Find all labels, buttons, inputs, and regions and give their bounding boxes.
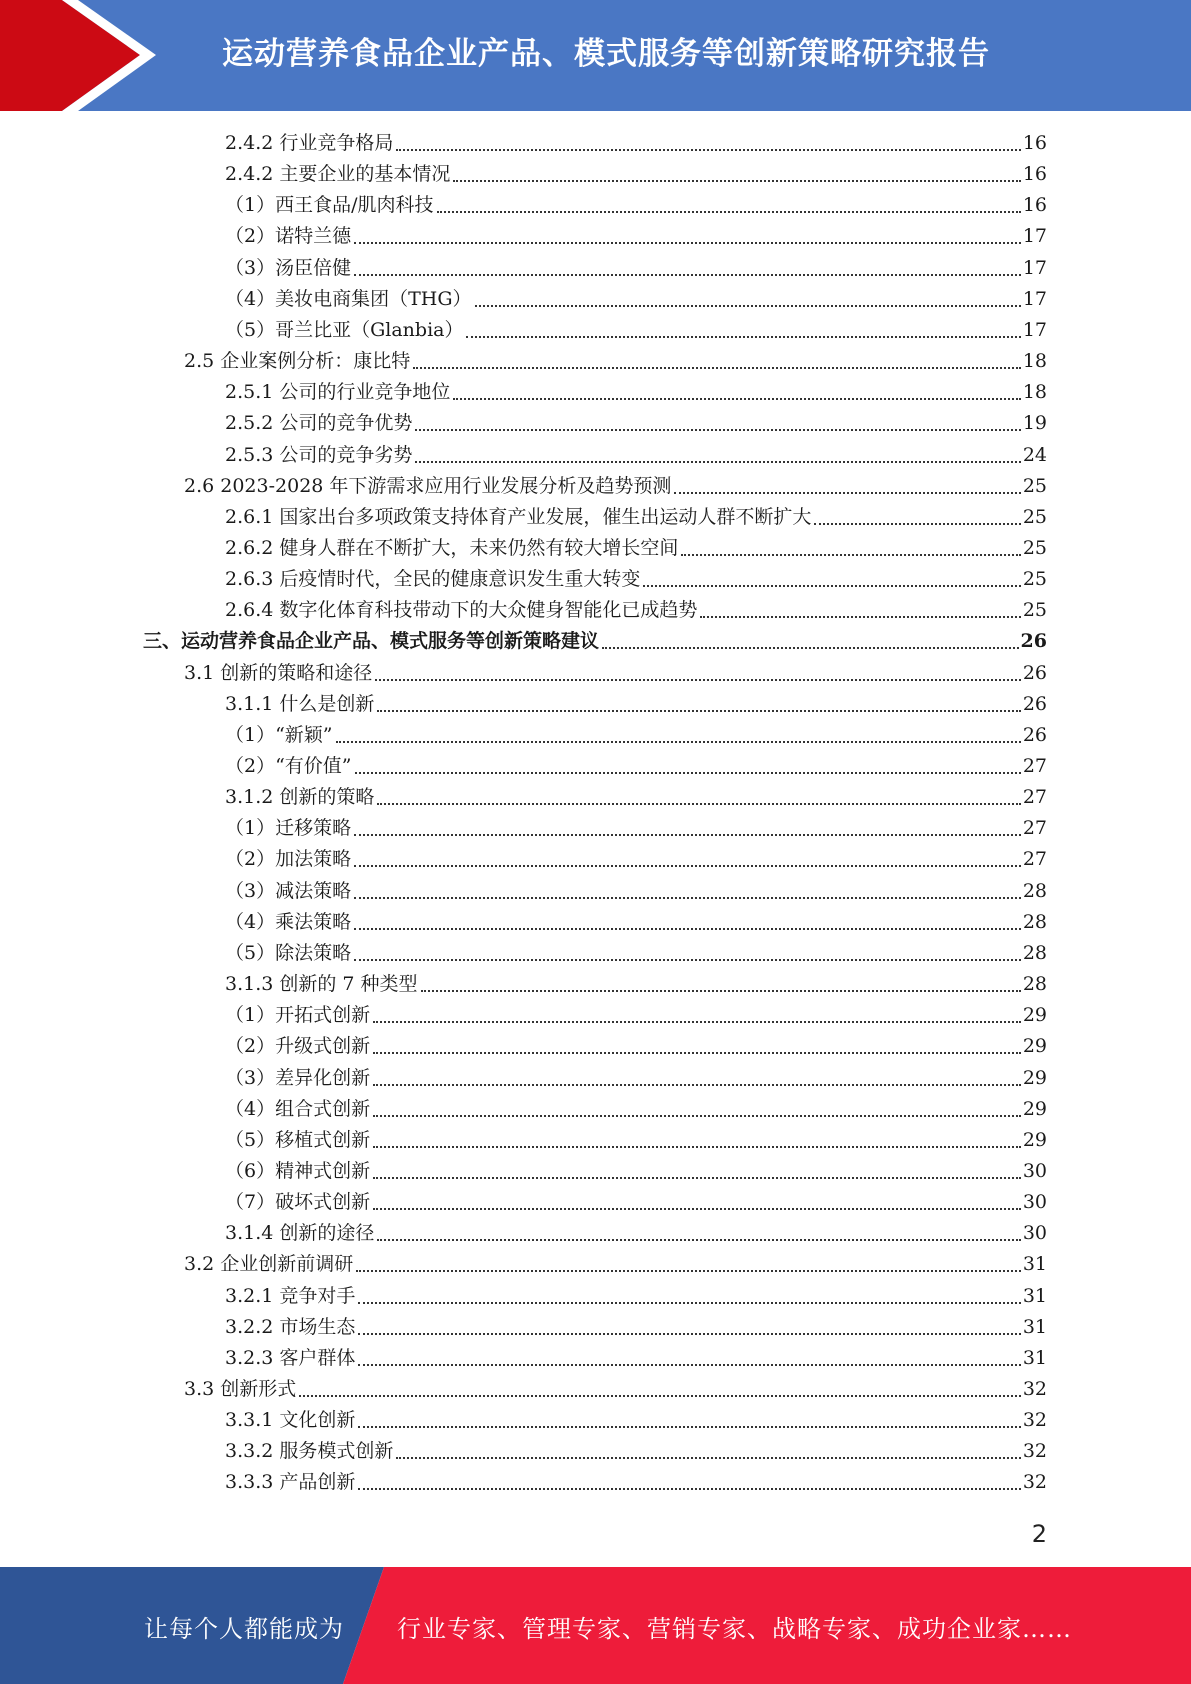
- toc-entry-title: （1）开拓式创新: [225, 1004, 371, 1027]
- toc-entry-title: 3.2.2 市场生态: [225, 1315, 356, 1338]
- toc-entry-title: （3）汤臣倍健: [225, 256, 352, 279]
- toc-leader-dots: [354, 897, 1021, 899]
- toc-entry[interactable]: [225, 408, 1047, 439]
- toc-entry-title: （1）“新颖”: [225, 723, 333, 746]
- toc-entry[interactable]: [225, 533, 1047, 564]
- toc-entry-title: （4）美妆电商集团（THG）: [225, 287, 472, 310]
- toc-leader-dots: [413, 367, 1021, 369]
- header-title: 运动营养食品企业产品、模式服务等创新策略研究报告: [222, 36, 990, 72]
- toc-entry-title: （5）移植式创新: [225, 1128, 371, 1151]
- toc-entry[interactable]: [225, 751, 1047, 782]
- toc-entry-title: 2.6.1 国家出台多项政策支持体育产业发展，催生出运动人群不断扩大: [225, 505, 812, 528]
- toc-leader-dots: [354, 834, 1021, 836]
- toc-entry-title: 2.6.2 健身人群在不断扩大，未来仍然有较大增长空间: [225, 536, 679, 559]
- toc-leader-dots: [373, 1177, 1021, 1179]
- toc-leader-dots: [421, 990, 1021, 992]
- toc-entry-title: 2.5.3 公司的竞争劣势: [225, 443, 413, 466]
- toc-leader-dots: [377, 803, 1020, 805]
- toc-entry-title: （2）加法策略: [225, 848, 352, 871]
- toc-leader-dots: [358, 1364, 1020, 1366]
- toc-leader-dots: [373, 1208, 1021, 1210]
- toc-leader-dots: [373, 1052, 1021, 1054]
- toc-entry-page: 19: [1022, 412, 1047, 435]
- toc-entry[interactable]: [225, 1125, 1047, 1156]
- toc-entry-page: 26: [1020, 630, 1047, 653]
- toc-entry-page: 16: [1022, 163, 1047, 186]
- toc-entry-page: 17: [1022, 225, 1047, 248]
- toc-entry-title: 3.3 创新形式: [184, 1378, 297, 1400]
- toc-leader-dots: [674, 492, 1020, 494]
- toc-entry-page: 24: [1022, 443, 1047, 466]
- toc-entry[interactable]: [225, 128, 1047, 159]
- page-footer: [0, 1567, 1191, 1684]
- toc-entry[interactable]: [225, 1063, 1047, 1094]
- toc-entry-page: 25: [1022, 599, 1047, 622]
- toc-entry-title: （2）升级式创新: [225, 1035, 371, 1058]
- toc-entry[interactable]: [225, 907, 1047, 938]
- toc-entry-title: （2）“有价值”: [225, 755, 352, 777]
- toc-entry[interactable]: [184, 1374, 1047, 1405]
- toc-entry[interactable]: [225, 1281, 1047, 1312]
- toc-entry[interactable]: [225, 1156, 1047, 1187]
- toc-entry[interactable]: [225, 440, 1047, 471]
- toc-entry-title: （1）迁移策略: [225, 817, 352, 840]
- toc-entry[interactable]: [225, 1343, 1047, 1374]
- toc-entry[interactable]: [225, 564, 1047, 595]
- toc-leader-dots: [336, 741, 1021, 743]
- toc-entry-page: 26: [1022, 661, 1047, 684]
- toc-entry-page: 29: [1022, 1128, 1047, 1151]
- toc-entry-title: （2）诺特兰德: [225, 225, 352, 248]
- toc-leader-dots: [375, 679, 1021, 681]
- toc-entry-title: （4）组合式创新: [225, 1097, 371, 1120]
- toc-entry-title: （1）西王食品/肌肉科技: [225, 194, 434, 217]
- toc-entry-title: 3.2 企业创新前调研: [184, 1253, 354, 1276]
- toc-leader-dots: [396, 149, 1020, 151]
- toc-entry-title: 2.6 2023-2028 年下游需求应用行业发展分析及趋势预测: [184, 474, 672, 497]
- toc-leader-dots: [354, 959, 1021, 961]
- toc-entry-title: 三、运动营养食品企业产品、模式服务等创新策略建议: [143, 630, 600, 653]
- toc-entry-title: 3.1 创新的策略和途径: [184, 661, 373, 684]
- toc-entry-title: 3.2.1 竞争对手: [225, 1284, 356, 1307]
- toc-entry-page: 16: [1022, 194, 1047, 217]
- toc-leader-dots: [643, 585, 1020, 587]
- toc-entry[interactable]: [225, 315, 1047, 346]
- toc-entry-page: 26: [1022, 723, 1047, 746]
- toc-entry[interactable]: [184, 1249, 1047, 1280]
- toc-entry[interactable]: [225, 689, 1047, 720]
- toc-entry-title: 3.2.3 客户群体: [225, 1346, 356, 1369]
- toc-entry-page: 25: [1022, 568, 1047, 591]
- toc-entry-page: 31: [1022, 1253, 1047, 1276]
- toc-leader-dots: [358, 1333, 1020, 1335]
- toc-entry[interactable]: [225, 969, 1047, 1000]
- toc-entry-title: 2.6.3 后疫情时代，全民的健康意识发生重大转变: [225, 568, 641, 591]
- toc-entry[interactable]: [225, 782, 1047, 813]
- toc-entry-page: 28: [1022, 910, 1047, 933]
- toc-entry[interactable]: [225, 1094, 1047, 1125]
- toc-entry-title: 3.3.2 服务模式创新: [225, 1440, 394, 1463]
- toc-entry-title: （5）哥兰比亚（Glanbia）: [225, 318, 464, 341]
- toc-entry-title: 2.6.4 数字化体育科技带动下的大众健身智能化已成趋势: [225, 599, 698, 622]
- toc-leader-dots: [377, 710, 1020, 712]
- toc-entry-title: 3.3.1 文化创新: [225, 1409, 356, 1432]
- footer-slogan-right: 行业专家、管理专家、营销专家、战略专家、成功企业家……: [397, 1615, 1072, 1643]
- toc-leader-dots: [377, 1239, 1020, 1241]
- toc-leader-dots: [396, 1457, 1020, 1459]
- toc-leader-dots: [681, 554, 1020, 556]
- toc-entry-page: 27: [1022, 848, 1047, 871]
- toc-leader-dots: [453, 180, 1020, 182]
- toc-entry[interactable]: [225, 1031, 1047, 1062]
- toc-entry[interactable]: [225, 159, 1047, 190]
- toc-leader-dots: [700, 616, 1020, 618]
- toc-entry-page: 18: [1022, 350, 1047, 373]
- toc-leader-dots: [373, 1146, 1021, 1148]
- toc-entry-page: 29: [1022, 1097, 1047, 1120]
- toc-entry-title: （3）减法策略: [225, 879, 352, 902]
- toc-leader-dots: [373, 1084, 1021, 1086]
- footer-slogan-left: 让每个人都能成为: [144, 1615, 344, 1643]
- toc-entry[interactable]: [225, 813, 1047, 844]
- toc-leader-dots: [602, 647, 1019, 649]
- toc-entry-title: （6）精神式创新: [225, 1159, 371, 1182]
- page-header: [0, 0, 1191, 111]
- toc-entry-title: 3.3.3 产品创新: [225, 1471, 356, 1494]
- toc-leader-dots: [814, 523, 1020, 525]
- toc-entry[interactable]: [225, 221, 1047, 252]
- toc-entry-title: （3）差异化创新: [225, 1066, 371, 1089]
- toc-entry-title: 2.5 企业案例分析：康比特: [184, 350, 411, 373]
- toc-entry[interactable]: [225, 284, 1047, 315]
- toc-leader-dots: [356, 1270, 1021, 1272]
- toc-entry-page: 31: [1022, 1346, 1047, 1369]
- toc-leader-dots: [373, 1021, 1021, 1023]
- toc-leader-dots: [358, 1426, 1020, 1428]
- toc-entry-page: 27: [1022, 786, 1047, 809]
- toc-entry-page: 17: [1022, 318, 1047, 341]
- toc-entry[interactable]: [225, 876, 1047, 907]
- toc-entry-page: 26: [1022, 692, 1047, 715]
- toc-entry-page: 30: [1022, 1191, 1047, 1214]
- toc-entry[interactable]: [225, 1467, 1047, 1498]
- toc-entry[interactable]: [225, 1405, 1047, 1436]
- toc-entry-title: 2.4.2 主要企业的基本情况: [225, 163, 451, 186]
- toc-entry-page: 29: [1022, 1004, 1047, 1027]
- toc-entry-page: 30: [1022, 1222, 1047, 1245]
- toc-entry[interactable]: [184, 658, 1047, 689]
- toc-entry-page: 17: [1022, 256, 1047, 279]
- toc-entry-title: （5）除法策略: [225, 941, 352, 964]
- toc-entry-page: 32: [1022, 1440, 1047, 1463]
- toc-entry-page: 17: [1022, 287, 1047, 310]
- toc-entry[interactable]: [184, 471, 1047, 502]
- toc-entry[interactable]: [225, 1000, 1047, 1031]
- toc-entry-page: 32: [1022, 1471, 1047, 1494]
- toc-entry-page: 27: [1022, 755, 1047, 777]
- toc-leader-dots: [358, 1302, 1020, 1304]
- toc-leader-dots: [466, 336, 1020, 338]
- toc-leader-dots: [355, 772, 1021, 774]
- toc-entry[interactable]: [225, 377, 1047, 408]
- toc-entry-page: 30: [1022, 1159, 1047, 1182]
- toc-leader-dots: [437, 211, 1021, 213]
- toc-entry-page: 25: [1022, 505, 1047, 528]
- toc-entry-page: 25: [1022, 536, 1047, 559]
- toc-entry-title: 3.1.2 创新的策略: [225, 786, 375, 809]
- toc-entry[interactable]: [225, 595, 1047, 626]
- toc-entry-title: 3.1.1 什么是创新: [225, 692, 375, 715]
- toc-entry[interactable]: [225, 1436, 1047, 1467]
- toc-entry-page: 27: [1022, 817, 1047, 840]
- toc-entry[interactable]: [225, 1312, 1047, 1343]
- toc-leader-dots: [415, 461, 1020, 463]
- toc-entry-page: 28: [1022, 941, 1047, 964]
- toc-entry[interactable]: [143, 626, 1047, 657]
- toc-entry-title: 2.5.2 公司的竞争优势: [225, 412, 413, 435]
- toc-leader-dots: [358, 1488, 1020, 1490]
- toc-entry-page: 32: [1022, 1378, 1047, 1400]
- toc-leader-dots: [415, 429, 1020, 431]
- toc-leader-dots: [354, 274, 1021, 276]
- toc-entry[interactable]: [225, 253, 1047, 284]
- toc-entry-page: 31: [1022, 1315, 1047, 1338]
- toc-entry-page: 31: [1022, 1284, 1047, 1307]
- toc-entry-title: 2.4.2 行业竞争格局: [225, 132, 394, 154]
- toc-entry[interactable]: [225, 844, 1047, 875]
- toc-leader-dots: [354, 928, 1021, 930]
- toc-entry-page: 28: [1022, 879, 1047, 902]
- toc-entry-page: 29: [1022, 1066, 1047, 1089]
- toc-entry[interactable]: [184, 346, 1047, 377]
- toc-entry-title: 2.5.1 公司的行业竞争地位: [225, 381, 451, 404]
- toc-leader-dots: [373, 1115, 1021, 1117]
- toc-leader-dots: [354, 242, 1021, 244]
- toc-entry-page: 29: [1022, 1035, 1047, 1058]
- toc-entry-title: 3.1.3 创新的 7 种类型: [225, 973, 418, 996]
- toc-entry-title: （4）乘法策略: [225, 910, 352, 933]
- toc-entry-page: 28: [1022, 973, 1047, 996]
- toc-entry[interactable]: [225, 720, 1047, 751]
- toc-entry-page: 18: [1022, 381, 1047, 404]
- toc-entry[interactable]: [225, 190, 1047, 221]
- toc-entry-page: 25: [1022, 474, 1047, 497]
- toc-entry[interactable]: [225, 1218, 1047, 1249]
- toc-entry-page: 16: [1022, 132, 1047, 154]
- toc-leader-dots: [453, 398, 1020, 400]
- toc-entry[interactable]: [225, 1187, 1047, 1218]
- toc-leader-dots: [299, 1395, 1021, 1397]
- toc-entry-title: （7）破坏式创新: [225, 1191, 371, 1214]
- toc-entry-title: 3.1.4 创新的途径: [225, 1222, 375, 1245]
- toc-entry[interactable]: [225, 938, 1047, 969]
- toc-leader-dots: [354, 865, 1021, 867]
- toc-entry[interactable]: [225, 502, 1047, 533]
- toc-leader-dots: [475, 305, 1021, 307]
- page-number: 2: [1031, 1520, 1047, 1548]
- toc-entry-page: 32: [1022, 1409, 1047, 1432]
